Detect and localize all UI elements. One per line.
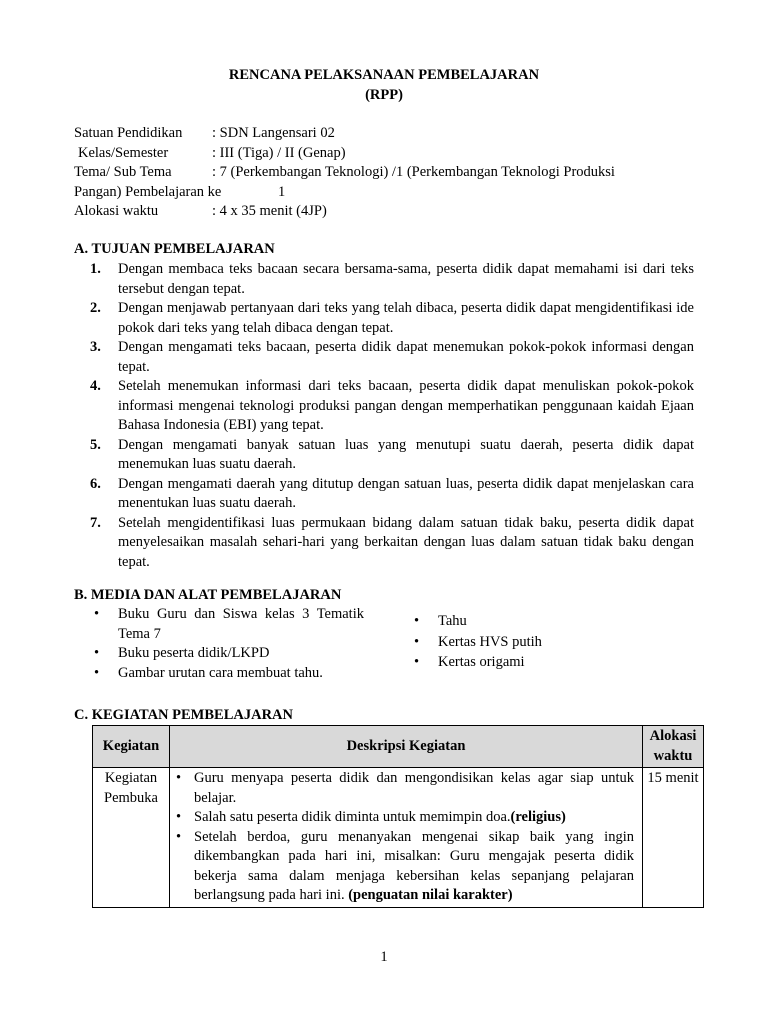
item-text: Setelah menemukan informasi dari teks bacaan, peserta didik dapat menuliskan pokok-pokok informasi mengenai teknologi produksi pangan dengan memperhatikan penggunaan kaidah Ejaan Bahasa Indonesia (EBI) yang tepat. [118,378,694,433]
bullet-icon: • [176,809,182,825]
media-item [394,633,654,653]
kelas-row [74,144,694,164]
bullet-icon: • [176,770,182,786]
media-item-text: Kertas HVS putih [438,633,542,650]
deskripsi-cell [170,768,643,908]
deskripsi-text: Salah satu peserta didik diminta untuk memimpin doa. [194,809,511,825]
tema-label: Tema/ Sub Tema [74,164,172,180]
tema-cont-row [74,183,694,203]
header-deskripsi: Deskripsi Kegiatan [170,726,643,768]
tujuan-item [74,338,694,377]
bullet-icon: • [414,633,420,650]
media-item-text: Kertas origami [438,654,525,670]
media-item [74,664,364,684]
section-b-heading: B. MEDIA DAN ALAT PEMBELAJARAN [74,587,342,603]
document-subtitle: (RPP) [365,87,403,103]
media-item-text: Tahu [438,613,467,629]
alokasi-row [74,202,694,222]
media-item [74,605,364,644]
bullet-icon: • [94,664,100,681]
bullet-icon: • [94,645,100,661]
bullet-icon: • [414,654,420,670]
table-header-row [93,726,704,768]
kegiatan-table [92,725,704,908]
media-item-text: Gambar urutan cara membuat tahu. [118,664,323,681]
page-number: 1 [380,949,388,965]
satuan-label: Satuan Pendidikan [74,125,183,141]
alokasi-value: : 4 x 35 menit (4JP) [212,203,327,219]
item-text: Dengan menjawab pertanyaan dari teks yang telah dibaca, peserta didik dapat mengidentifikasi ide pokok dari teks yang telah dibaca dengan tepat. [118,300,694,336]
kegiatan-cell: Kegiatan Pembuka [93,768,170,908]
media-item-text: Buku peserta didik/LKPD [118,645,270,661]
pembelajaran-ke-value: 1 [278,183,286,200]
media-list-right [394,612,654,674]
header-alokasi: Alokasi waktu [643,726,704,768]
satuan-value: : SDN Langensari 02 [212,125,335,141]
item-text: Dengan mengamati teks bacaan, peserta didik dapat menemukan pokok-pokok informasi dengan tepat. [118,339,694,375]
bullet-icon: • [94,606,100,622]
item-number: 3. [90,339,101,355]
document-title: RENCANA PELAKSANAAN PEMBELAJARAN [228,67,540,83]
table-row [93,768,704,908]
media-item [74,644,364,664]
alokasi-label: Alokasi waktu [74,203,159,219]
tujuan-item [74,436,694,475]
item-number: 2. [90,300,101,316]
deskripsi-list [172,769,634,906]
deskripsi-item [172,828,634,906]
item-text: Dengan mengamati daerah yang ditutup dengan satuan luas, peserta didik dapat menjelaskan cara menentukan luas suatu daerah. [118,475,694,511]
kelas-label: Kelas/Semester [78,144,169,161]
deskripsi-item [172,769,634,808]
item-number: 7. [90,514,101,531]
tujuan-item [74,514,694,573]
satuan-row [74,124,694,144]
media-item-text: Buku Guru dan Siswa kelas 3 Tematik Tema 7 [118,606,364,642]
item-number: 5. [90,436,101,453]
tema-row [74,163,694,183]
media-list-left [74,605,364,683]
alokasi-cell: 15 menit [643,768,704,908]
header-kegiatan: Kegiatan [93,726,170,768]
deskripsi-bold: (penguatan nilai karakter) [348,887,513,903]
tujuan-item [74,299,694,338]
tema-continuation: Pangan) Pembelajaran ke [74,183,222,200]
tema-value: : 7 (Perkembangan Teknologi) /1 (Perkembangan Teknologi Produksi [212,164,615,180]
deskripsi-text: Guru menyapa peserta didik dan mengondisikan kelas agar siap untuk belajar. [194,770,634,806]
section-a-heading: A. TUJUAN PEMBELAJARAN [74,241,275,257]
item-text: Dengan membaca teks bacaan secara bersama-sama, peserta didik dapat memahami isi dari teks tersebut dengan tepat. [118,261,694,297]
tujuan-list [74,260,694,572]
bullet-icon: • [176,828,182,845]
media-item [394,653,654,673]
item-text: Dengan mengamati banyak satuan luas yang menutupi suatu daerah, peserta didik dapat menemukan luas suatu daerah. [118,436,694,472]
tujuan-item [74,260,694,299]
identity-block [74,124,694,222]
item-text: Setelah mengidentifikasi luas permukaan bidang dalam satuan tidak baku, peserta didik dapat menyelesaikan masalah sehari-hari yang berkaitan dengan luas dalam satuan tidak baku dengan tepat. [118,514,694,570]
tujuan-item [74,475,694,514]
item-number: 6. [90,475,101,492]
tujuan-item [74,377,694,436]
section-c-heading: C. KEGIATAN PEMBELAJARAN [74,707,293,723]
deskripsi-text: Setelah berdoa, guru menanyakan mengenai sikap baik yang ingin dikembangkan pada hari ini, misalkan: Guru mengajak peserta didik bekerja sama dalam menjaga kebersihan kelas sepanjang pelajaran berlangsung pada hari ini. [194,828,634,903]
deskripsi-item [172,808,634,828]
deskripsi-bold: (religius) [510,809,566,825]
item-number: 4. [90,378,101,394]
media-item [394,612,654,632]
item-number: 1. [90,261,101,277]
bullet-icon: • [414,613,420,629]
kelas-value: : III (Tiga) / II (Genap) [212,144,346,161]
